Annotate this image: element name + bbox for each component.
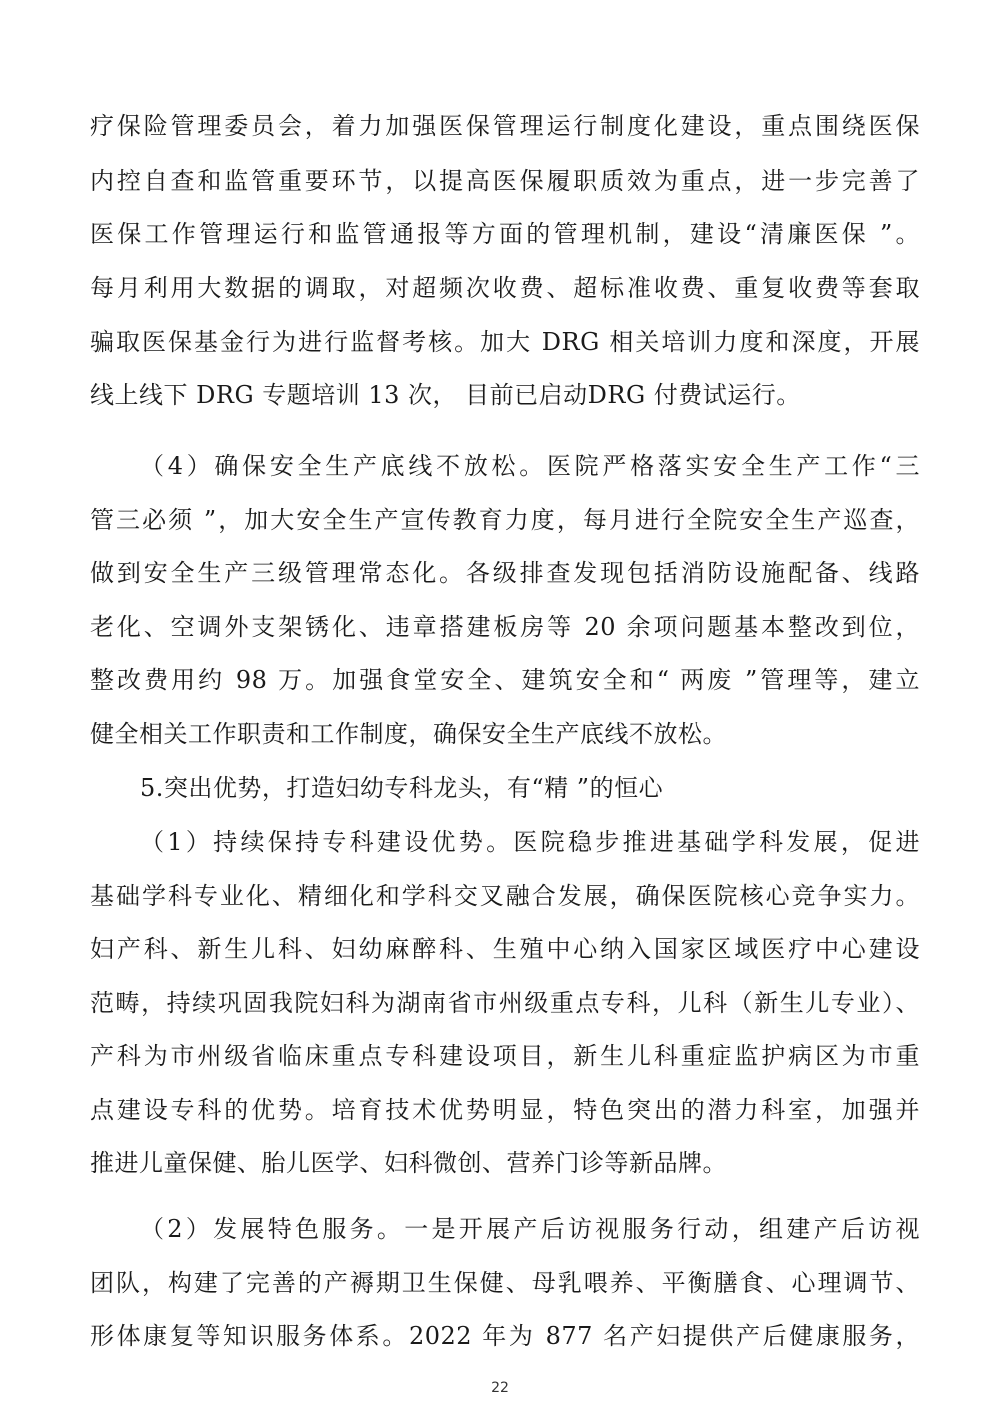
text-line: 妇产科、新生儿科、妇幼麻醉科、生殖中心纳入国家区域医疗中心建设: [90, 935, 920, 963]
text-line: （4）确保安全生产底线不放松。医院严格落实安全生产工作“三: [140, 452, 920, 480]
text-line: 推进儿童保健、胎儿医学、妇科微创、营养门诊等新品牌。: [90, 1149, 727, 1177]
text-line: 范畴，持续巩固我院妇科为湖南省市州级重点专科，儿科（新生儿专业）、: [90, 989, 920, 1017]
text-line: 形体康复等知识服务体系。2022 年为 877 名产妇提供产后健康服务，: [90, 1322, 920, 1350]
text-line: 点建设专科的优势。培育技术优势明显，特色突出的潜力科室，加强并: [90, 1096, 920, 1124]
page-number: 22: [491, 1380, 509, 1396]
section-heading: 5.突出优势，打造妇幼专科龙头，有“精 ”的恒心: [140, 774, 664, 802]
text-line: 产科为市州级省临床重点专科建设项目，新生儿科重症监护病区为市重: [90, 1042, 920, 1070]
text-line: 老化、空调外支架锈化、违章搭建板房等 20 余项问题基本整改到位，: [90, 613, 920, 641]
text-line: 健全相关工作职责和工作制度，确保安全生产底线不放松。: [90, 720, 727, 748]
text-line: 骗取医保基金行为进行监督考核。加大 DRG 相关培训力度和深度，开展: [90, 328, 920, 356]
text-line: 团队，构建了完善的产褥期卫生保健、母乳喂养、平衡膳食、心理调节、: [90, 1269, 920, 1297]
text-line: 整改费用约 98 万。加强食堂安全、建筑安全和“ 两废 ”管理等，建立: [90, 666, 920, 694]
text-line: （1）持续保持专科建设优势。医院稳步推进基础学科发展，促进: [140, 828, 920, 856]
text-line: 基础学科专业化、精细化和学科交叉融合发展，确保医院核心竞争实力。: [90, 882, 920, 910]
text-line: 疗保险管理委员会，着力加强医保管理运行制度化建设，重点围绕医保: [90, 112, 920, 140]
text-line: 内控自查和监管重要环节，以提高医保履职质效为重点，进一步完善了: [90, 167, 920, 195]
text-line: 线上线下 DRG 专题培训 13 次， 目前已启动DRG 付费试运行。: [90, 381, 801, 409]
text-line: 做到安全生产三级管理常态化。各级排查发现包括消防设施配备、线路: [90, 559, 920, 587]
text-line: 医保工作管理运行和监管通报等方面的管理机制，建设“清廉医保 ”。: [90, 220, 920, 248]
text-line: 每月利用大数据的调取，对超频次收费、超标准收费、重复收费等套取: [90, 274, 920, 302]
text-line: 管三必须 ”，加大安全生产宣传教育力度，每月进行全院安全生产巡查，: [90, 506, 920, 534]
text-line: （2）发展特色服务。一是开展产后访视服务行动，组建产后访视: [140, 1215, 920, 1243]
